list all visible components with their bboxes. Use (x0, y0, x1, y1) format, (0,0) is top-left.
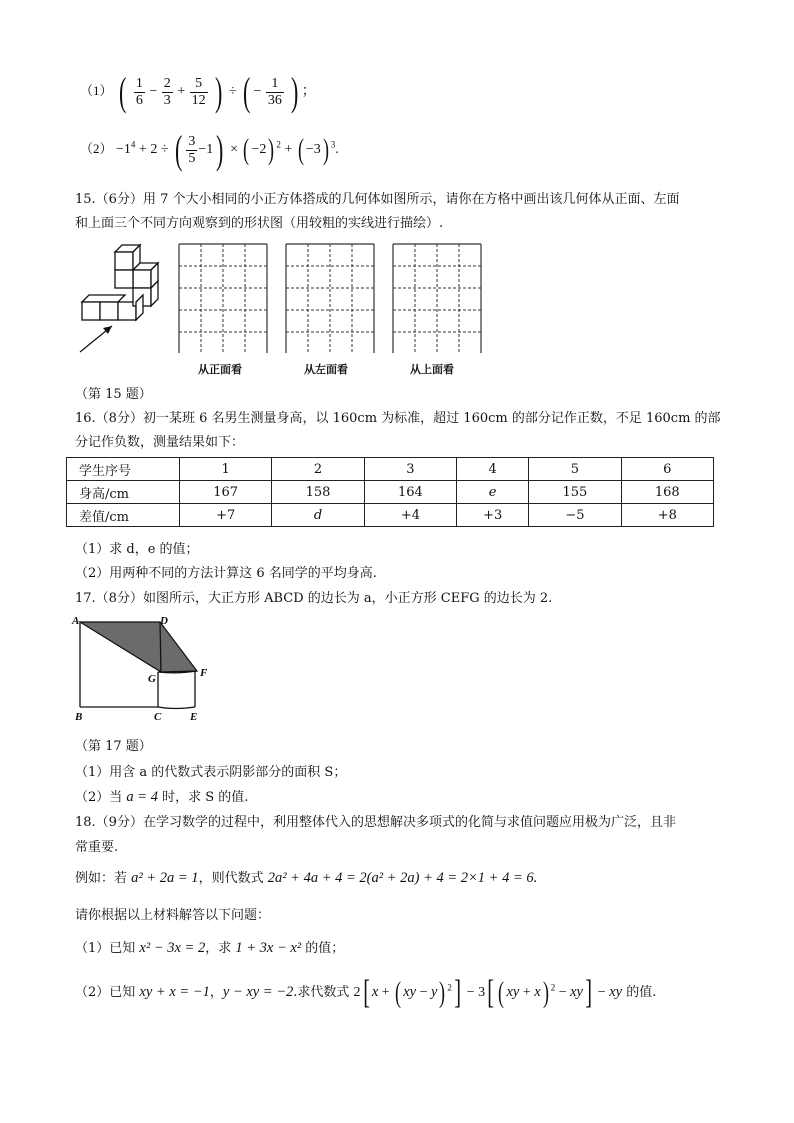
label-G: G (148, 673, 156, 685)
q17-part2: （2）当 a = 4 时，求 S 的值. (75, 789, 249, 805)
q15-caption: （第 15 题） (75, 387, 152, 402)
height-table (66, 457, 714, 527)
q15-line2: 和上面三个不同方向观察到的形状图（用较粗的实线进行描绘）. (75, 216, 444, 231)
q18-part2: （2）已知 xy + x = −1，y − xy = −2.求代数式 2[ x + ( xy − y) $^2$] − 3[ ( xy + x) $^2$ − xy] − xy 的值. (75, 974, 657, 1011)
q16-line2: 分记作负数，测量结果如下： (75, 435, 245, 450)
cube-figure (70, 240, 170, 360)
label-E: E (190, 711, 198, 723)
q17-part1: （1）用含 a 的代数式表示阴影部分的面积 S； (75, 765, 347, 780)
q18-part1: （1）已知 x² − 3x = 2，求 1 + 3x − x² 的值； (75, 940, 345, 956)
fraction: $\frac{1}{6}$ (135, 75, 143, 108)
label-C: C (154, 711, 162, 723)
grid-front (178, 243, 268, 353)
table-row: 身高/cm 167 158 164 e 155 168 (67, 481, 714, 504)
q18-line2: 常重要. (75, 840, 119, 855)
table-row: 学生序号 1 2 3 4 5 6 (67, 458, 714, 481)
q14-part2: $(2) -1^4 + 2$ ÷ ( $\frac{3}{5}$ −1) × ( −2) $^2$ + ( −3) $^3$. (80, 127, 339, 172)
fraction: $\frac{1}{36}$ (267, 75, 282, 108)
q18-intro: 请你根据以上材料解答以下问题： (75, 908, 271, 923)
q15-line1: 15.（6分）用 7 个大小相同的小正方体搭成的几何体如图所示，请你在方格中画出该几何体从正面、左面 (75, 192, 680, 207)
q16-line1: 16.（8分）初一某班 6 名男生测量身高，以 160cm 为标准，超过 160cm 的部分记作正数，不足 160cm 的部 (75, 411, 721, 426)
grid-label-left: 从左面看 (304, 363, 348, 376)
label-A: A (72, 615, 80, 627)
square-figure (70, 612, 230, 727)
q17-caption: （第 17 题） (75, 739, 152, 754)
q16-part1: （1）求 d，e 的值； (75, 542, 199, 557)
q18-line1: 18.（9分）在学习数学的过程中，利用整体代入的思想解决多项式的化简与求值问题应用极为广泛，且非 (75, 815, 676, 830)
label-B: B (75, 711, 83, 723)
grid-left (285, 243, 375, 353)
grid-label-top: 从上面看 (410, 363, 454, 376)
table-row: 差值/cm +7 d +4 +3 −5 +8 (67, 504, 714, 527)
fraction: $\frac{3}{5}$ (188, 133, 196, 166)
q14-part1-label: （1） (80, 83, 113, 99)
fraction: $\frac{5}{12}$ (191, 75, 206, 108)
label-F: F (200, 667, 208, 679)
fraction: $\frac{2}{3}$ (163, 75, 171, 108)
q17-line1: 17.（8分）如图所示，大正方形 ABCD 的边长为 a，小正方形 CEFG 的边长为 2. (75, 591, 553, 606)
q18-example: 例如：若 a² + 2a = 1，则代数式 2a² + 4a + 4 = 2(a² + 2a) + 4 = 2×1 + 4 = 6. (75, 870, 538, 886)
label-D: D (160, 615, 168, 627)
q16-part2: （2）用两种不同的方法计算这 6 名同学的平均身高. (75, 566, 377, 581)
grid-label-front: 从正面看 (198, 363, 242, 376)
q14-part1: （1） ( $\frac{1}{6}$ − $\frac{2}{3}$ + $\frac{5}{12}$ ) ÷ ( − $\frac{1}{36}$ ) ； (80, 69, 316, 114)
grid-top (392, 243, 482, 353)
